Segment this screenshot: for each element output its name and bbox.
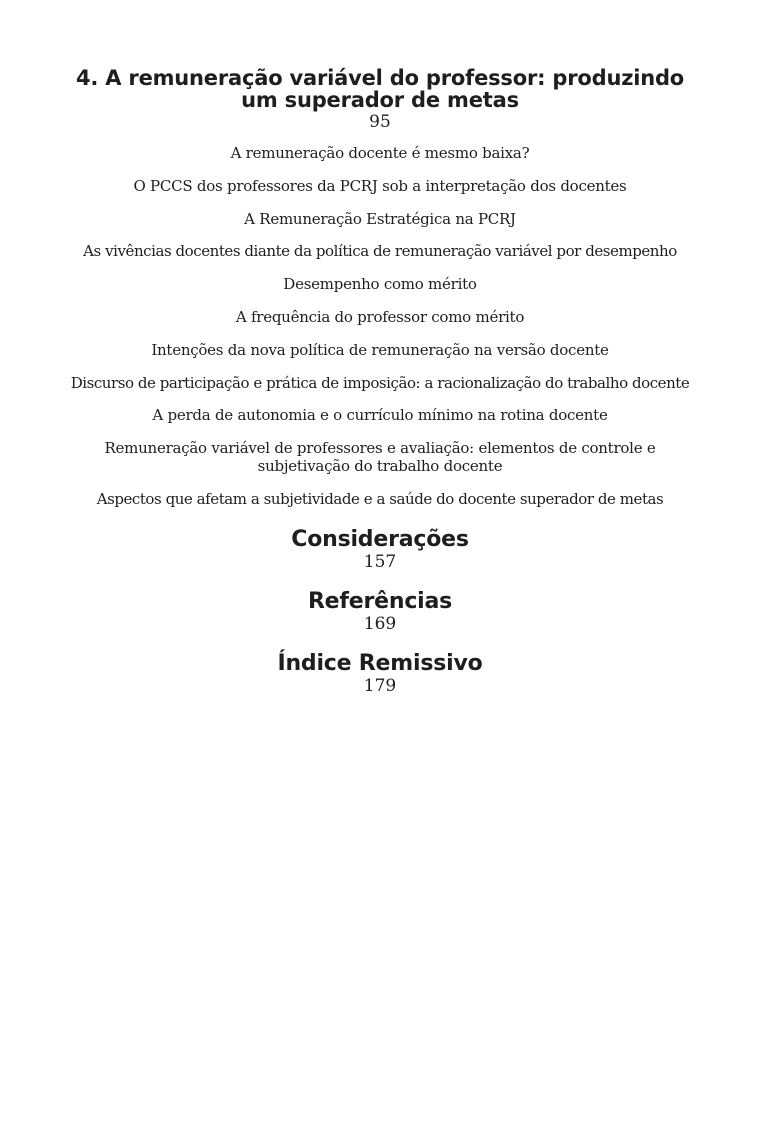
section-item: A Remuneração Estratégica na PCRJ: [244, 209, 516, 228]
section-item: O PCCS dos professores da PCRJ sob a interpretação dos docentes: [133, 176, 627, 195]
back-matter-page-number: 169: [363, 613, 397, 634]
section-item: Remuneração variável de professores e avaliação: elementos de controle e subjetivação do trabalho docente: [104, 439, 656, 476]
back-matter-entry-index: [0, 652, 760, 697]
back-matter-page-number: 179: [363, 675, 397, 696]
chapter-title: 4. A remuneração variável do professor: produzindo um superador de metas: [75, 66, 685, 112]
section-item: Discurso de participação e prática de imposição: a racionalização do trabalho docente: [70, 373, 690, 392]
back-matter-page-number: 157: [363, 551, 397, 572]
chapter-page-number: 95: [369, 112, 391, 132]
back-matter-title: Considerações: [291, 526, 469, 552]
section-item: A perda de autonomia e o currículo mínimo na rotina docente: [152, 406, 608, 425]
section-item: Aspectos que afetam a subjetividade e a saúde do docente superador de metas: [96, 489, 664, 508]
section-item: Intenções da nova política de remuneração na versão docente: [151, 340, 609, 359]
section-item: A frequência do professor como mérito: [235, 307, 525, 326]
back-matter-entry-references: [0, 590, 760, 635]
section-item: As vivências docentes diante da política de remuneração variável por desempenho: [83, 242, 677, 261]
back-matter-title: Índice Remissivo: [277, 650, 483, 676]
back-matter-title: Referências: [307, 588, 453, 614]
back-matter: [0, 528, 760, 697]
section-item: Desempenho como mérito: [283, 275, 477, 294]
section-item: A remuneração docente é mesmo baixa?: [230, 144, 530, 162]
back-matter-entry-considerations: [0, 528, 760, 573]
section-list: [0, 144, 760, 508]
